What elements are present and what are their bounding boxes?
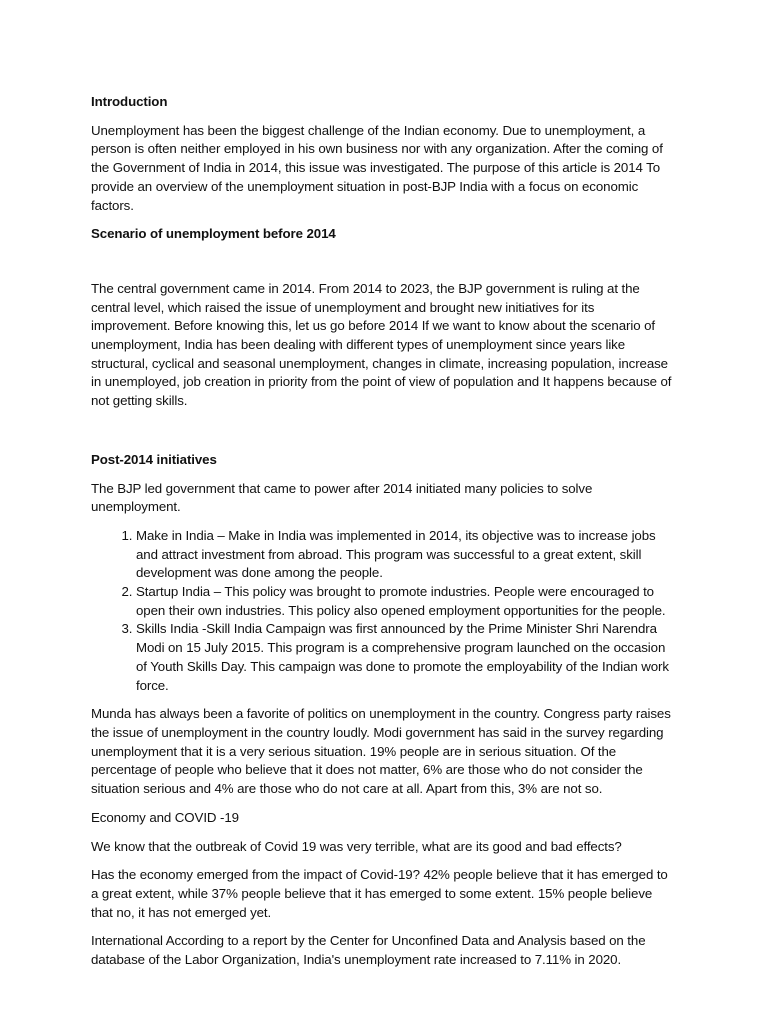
section-heading-introduction: Introduction [91, 94, 168, 109]
introduction-paragraph: Unemployment has been the biggest challenge of the Indian economy. Due to unemployment, a person is often neither employed in his own business nor with any organization. After the coming of the Government of India in 2014, this issue was investigated. The purpose of this article is 2014 To provide an overview of the unemployment situation in post-BJP India with a focus on economic factors. [91, 122, 663, 213]
list-item: 1. Make in India – Make in India was implemented in 2014, its objective was to increase jobs and attract investment from abroad. This program was successful to a great extent, skill development was done among the people. [136, 527, 677, 583]
section-heading-post-2014: Post-2014 initiatives [91, 451, 217, 467]
covid-paragraph-2: Has the economy emerged from the impact of Covid-19? 42% people believe that it has emerged to a great extent, while 37% people believe that it has emerged to some extent. 15% people believe that no, it has not emerged yet. [91, 867, 668, 920]
list-item: 3. Skills India -Skill India Campaign was first announced by the Prime Minister Shri Narendra Modi on 15 July 2015. This program is a comprehensive program launched on the occasion of Youth Skills Day. This campaign was done to promote the employability of the Indian work force. [136, 620, 677, 695]
document-page [91, 93, 677, 980]
covid-paragraph-1: We know that the outbreak of Covid 19 was very terrible, what are its good and bad effects? [91, 838, 622, 854]
section-heading-covid: Economy and COVID -19 [91, 809, 239, 825]
politics-paragraph: Munda has always been a favorite of politics on unemployment in the country. Congress party raises the issue of unemployment in the country loudly. Modi government has said in the survey regarding unemployment that it is a very serious situation. 19% people are in serious situation. Of the percentage of people who believe that it does not matter, 6% are those who do not consider the situation serious and 4% are those who do not care at all. Apart from this, 3% are not so. [91, 706, 671, 797]
post-2014-intro-paragraph: The BJP led government that came to power after 2014 initiated many policies to solve unemployment. [91, 480, 593, 515]
initiatives-list [91, 527, 677, 695]
list-item: 2. Startup India – This policy was brought to promote industries. People were encouraged to open their own industries. This policy also opened employment opportunities for the people. [136, 583, 677, 620]
covid-paragraph-3: International According to a report by the Center for Unconfined Data and Analysis based on the database of the Labor Organization, India's unemployment rate increased to 7.11% in 2020. [91, 933, 646, 968]
before-2014-paragraph: The central government came in 2014. From 2014 to 2023, the BJP government is ruling at the central level, which raised the issue of unemployment and brought new initiatives for its improvement. Before knowing this, let us go before 2014 If we want to know about the scenario of unemployment, India has been dealing with different types of unemployment since years like structural, cyclical and seasonal unemployment, changes in climate, increasing population, increase in unemployed, job creation in priority from the point of view of population and It happens because of not getting skills. [91, 280, 672, 409]
section-heading-before-2014: Scenario of unemployment before 2014 [91, 226, 336, 242]
